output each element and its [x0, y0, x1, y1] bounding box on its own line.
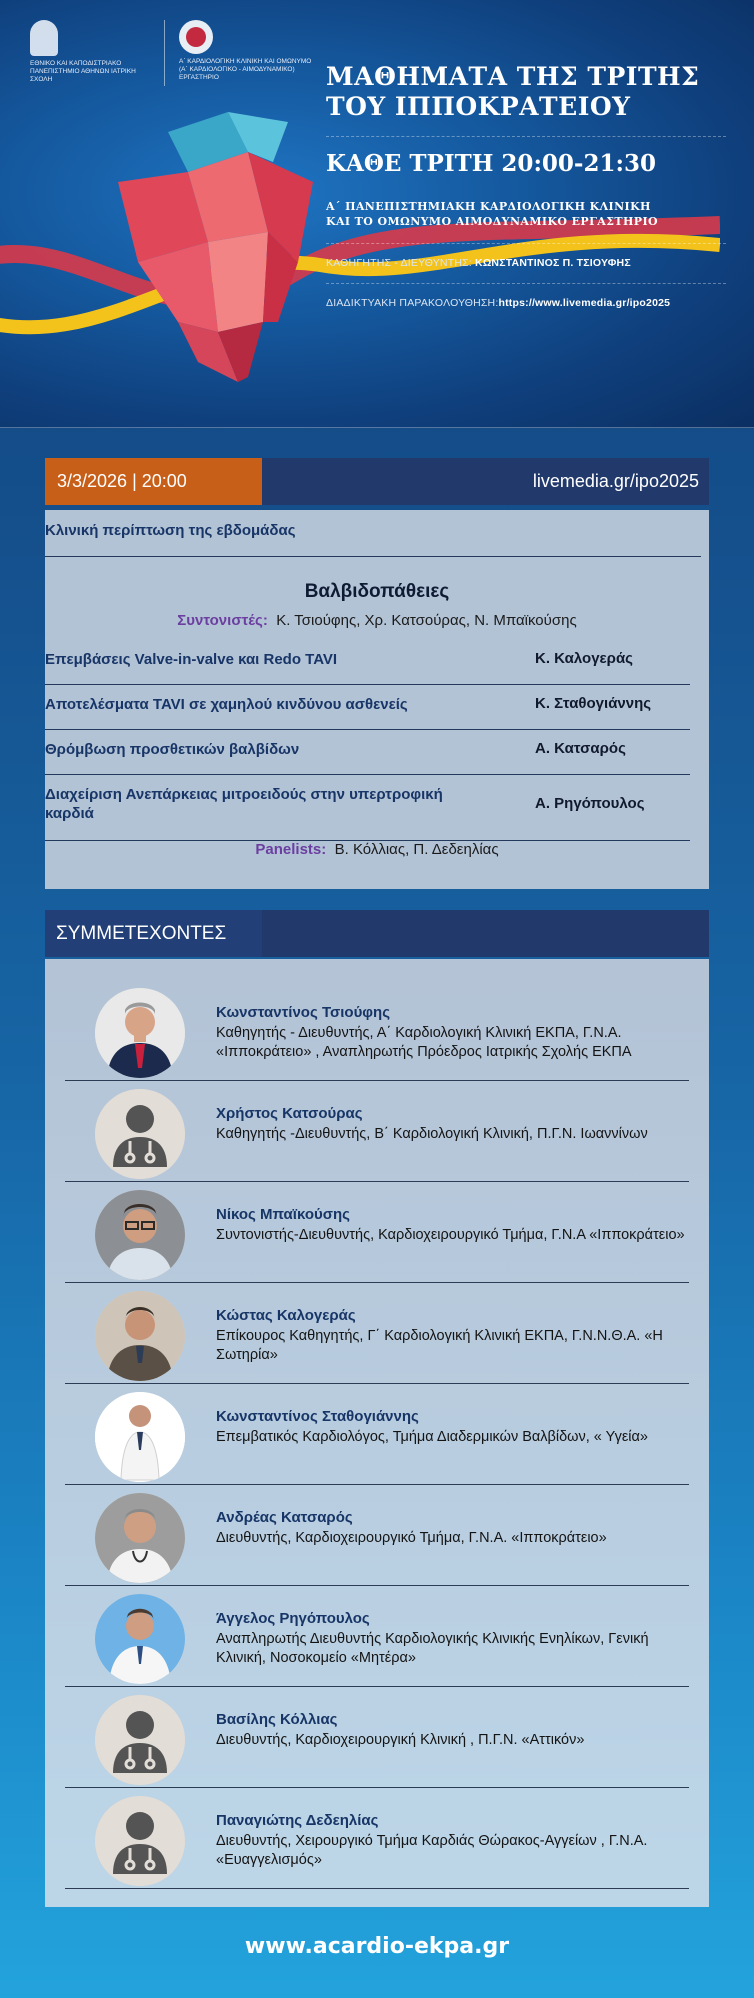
participants-heading: ΣΥΜΜΕΤΕΧΟΝΤΕΣ	[45, 910, 262, 957]
main-title	[326, 62, 726, 122]
panelists-names: Β. Κόλλιας, Π. Δεδεηλίας	[334, 841, 499, 858]
avatar	[95, 1291, 185, 1381]
participant-name: Νίκος Μπαϊκούσης	[216, 1206, 350, 1223]
participant-name: Κώστας Καλογεράς	[216, 1307, 356, 1324]
participant-name: Βασίλης Κόλλιας	[216, 1711, 338, 1728]
participant-role: Συντονιστής-Διευθυντής, Καρδιοχειρουργικό Τμήμα, Γ.Ν.Α «Ιπποκράτειο»	[216, 1227, 685, 1243]
clinic-line-2: ΚΑΙ ΤΟ ΟΜΩΝΥΜΟ ΑΙΜΟΔΥΝΑΜΙΚΟ ΕΡΓΑΣΤΗΡΙΟ	[326, 215, 658, 228]
participant-card	[65, 1282, 689, 1384]
divider	[45, 556, 701, 557]
clinic-line-1: Α΄ ΠΑΝΕΠΙΣΤΗΜΙΑΚΗ ΚΑΡΔΙΟΛΟΓΙΚΗ ΚΛΙΝΙΚΗ	[326, 200, 651, 213]
participant-name: Ανδρέας Κατσαρός	[216, 1509, 353, 1526]
director-line	[326, 257, 726, 269]
divider	[326, 243, 726, 245]
online-label: ΔΙΑΔΙΚΤΥΑΚΗ ΠΑΡΑΚΟΛΟΥΘΗΣΗ:	[326, 297, 499, 309]
panelists-label: Panelists:	[255, 841, 327, 858]
doctor-placeholder-icon	[95, 1695, 185, 1785]
participant-role: Διευθυντής, Καρδιοχειρουργικό Τμήμα, Γ.Ν.Α. «Ιπποκράτειο»	[216, 1530, 607, 1546]
divider	[45, 684, 690, 685]
divider	[326, 136, 726, 138]
participant-card	[65, 1787, 689, 1889]
university-name: ΕΘΝΙΚΟ ΚΑΙ ΚΑΠΟΔΙΣΤΡΙΑΚΟ ΠΑΝΕΠΙΣΤΗΜΙΟ ΑΘΗΝΩΝ ΙΑΤΡΙΚΗ ΣΧΟΛΗ	[30, 60, 136, 83]
avatar	[95, 1493, 185, 1583]
participant-card	[65, 1484, 689, 1586]
talk-speaker: Κ. Σταθογιάννης	[535, 695, 652, 712]
avatar	[95, 1594, 185, 1684]
session-header	[45, 458, 709, 505]
avatar	[95, 988, 185, 1078]
title-block	[326, 62, 726, 309]
participant-card	[65, 1585, 689, 1687]
title-line-2: ΤΟΥ ΙΠΠΟΚΡΑΤΕΙΟΥ	[326, 92, 631, 121]
participant-role: Διευθυντής, Χειρουργικό Τμήμα Καρδιάς Θώρακος-Αγγείων , Γ.Ν.Α. «Ευαγγελισμός»	[216, 1833, 648, 1868]
divider	[164, 20, 165, 86]
clinic-name: Α΄ ΚΑΡΔΙΟΛΟΓΙΚΗ ΚΛΙΝΙΚΗ ΚΑΙ ΟΜΩΝΥΜΟ (Α΄ ΚΑΡΔΙΟΛΟΓΙΚΟ - ΑΙΜΟΔΥΝΑΜΙΚΟ) ΕΡΓΑΣΤΗΡΙΟ	[179, 58, 312, 81]
participant-role: Καθηγητής -Διευθυντής, Β΄ Καρδιολογική Κλινική, Π.Γ.Ν. Ιωαννίνων	[216, 1126, 648, 1142]
participant-card	[65, 1080, 689, 1182]
athena-head-icon	[30, 20, 58, 56]
participant-name: Κωνσταντίνος Τσιούφης	[216, 1004, 391, 1021]
director-label: ΚΑΘΗΓΗΤΗΣ - ΔΙΕΥΘΥΝΤΗΣ:	[326, 257, 476, 269]
talk-title: Διαχείριση Ανεπάρκειας μιτροειδούς στην υπερτροφική καρδιά	[45, 786, 443, 822]
logos	[30, 20, 314, 86]
participant-role: Επεμβατικός Καρδιολόγος, Τμήμα Διαδερμικών Βαλβίδων, « Υγεία»	[216, 1429, 648, 1445]
participant-name: Κωνσταντίνος Σταθογιάννης	[216, 1408, 419, 1425]
clinic-description	[326, 199, 726, 229]
talk-title: Αποτελέσματα TAVI σε χαμηλού κινδύνου ασθενείς	[45, 696, 408, 713]
participant-role: Διευθυντής, Καρδιοχειρουργική Κλινική , Π.Γ.Ν. «Αττικόν»	[216, 1732, 585, 1748]
avatar	[95, 1190, 185, 1280]
talk-title: Θρόμβωση προσθετικών βαλβίδων	[45, 741, 300, 758]
coordinators-names: Κ. Τσιούφης, Χρ. Κατσούρας, Ν. Μπαϊκούσης	[276, 612, 577, 629]
participant-name: Άγγελος Ρηγόπουλος	[216, 1610, 370, 1627]
doctor-placeholder-icon	[95, 1796, 185, 1886]
participant-card	[65, 979, 689, 1081]
case-of-week-label: Κλινική περίπτωση της εβδομάδας	[45, 522, 296, 539]
participants-header	[45, 910, 709, 957]
clinic-logo	[179, 20, 314, 86]
footer-website-link[interactable]: www.acardio-ekpa.gr	[244, 1934, 510, 1959]
avatar	[95, 1392, 185, 1482]
doctor-placeholder-icon	[95, 1089, 185, 1179]
header-banner	[0, 0, 754, 428]
session-url-link[interactable]: livemedia.gr/ipo2025	[532, 471, 699, 491]
title-line-1: ΜΑΘΗΜΑΤΑ ΤΗΣ ΤΡΙΤΗΣ	[326, 62, 700, 91]
session-topic: Βαλβιδοπάθειες	[304, 581, 450, 602]
participant-role: Καθηγητής - Διευθυντής, Α΄ Καρδιολογική Κλινική ΕΚΠΑ, Γ.Ν.Α. «Ιπποκράτειο» , Αναπληρωτής Πρόεδρος Ιατρικής Σχολής ΕΚΠΑ	[216, 1025, 632, 1060]
director-name: ΚΩΝΣΤΑΝΤΙΝΟΣ Π. ΤΣΙΟΥΦΗΣ	[475, 257, 631, 269]
university-logo	[30, 20, 150, 86]
coordinators-line	[45, 612, 709, 629]
panelists-line	[45, 841, 709, 858]
divider	[45, 774, 690, 775]
session-panel	[45, 510, 709, 889]
divider	[45, 729, 690, 730]
talk-speaker: Α. Κατσαρός	[535, 740, 626, 757]
participant-name: Παναγιώτης Δεδεηλίας	[216, 1812, 379, 1829]
participants-panel	[45, 959, 709, 1907]
talk-speaker: Α. Ρηγόπουλος	[535, 795, 645, 812]
schedule: ΚΑΘΕ ΤΡΙΤΗ 20:00-21:30	[326, 150, 656, 177]
coordinators-label: Συντονιστές:	[177, 612, 268, 629]
talk-title: Επεμβάσεις Valve-in-valve και Redo TAVI	[45, 651, 338, 668]
participant-card	[65, 1686, 689, 1788]
participant-role: Αναπληρωτής Διευθυντής Καρδιολογικής Κλινικής Ενηλίκων, Γενική Κλινική, Νοσοκομείο «Μητέρα»	[216, 1631, 649, 1666]
participant-card	[65, 1383, 689, 1485]
online-line	[326, 297, 726, 309]
talk-speaker: Κ. Καλογεράς	[535, 650, 633, 667]
participant-name: Χρήστος Κατσούρας	[216, 1105, 363, 1122]
participant-role: Επίκουρος Καθηγητής, Γ΄ Καρδιολογική Κλινική ΕΚΠΑ, Γ.Ν.Ν.Θ.Α. «Η Σωτηρία»	[216, 1328, 663, 1363]
online-url-link[interactable]: https://www.livemedia.gr/ipo2025	[498, 297, 671, 309]
divider	[326, 283, 726, 285]
clinic-emblem-icon	[179, 20, 213, 54]
divider	[0, 427, 754, 428]
heart-illustration	[98, 92, 343, 392]
session-date: 3/3/2026 | 20:00	[45, 458, 262, 505]
participant-card	[65, 1181, 689, 1283]
